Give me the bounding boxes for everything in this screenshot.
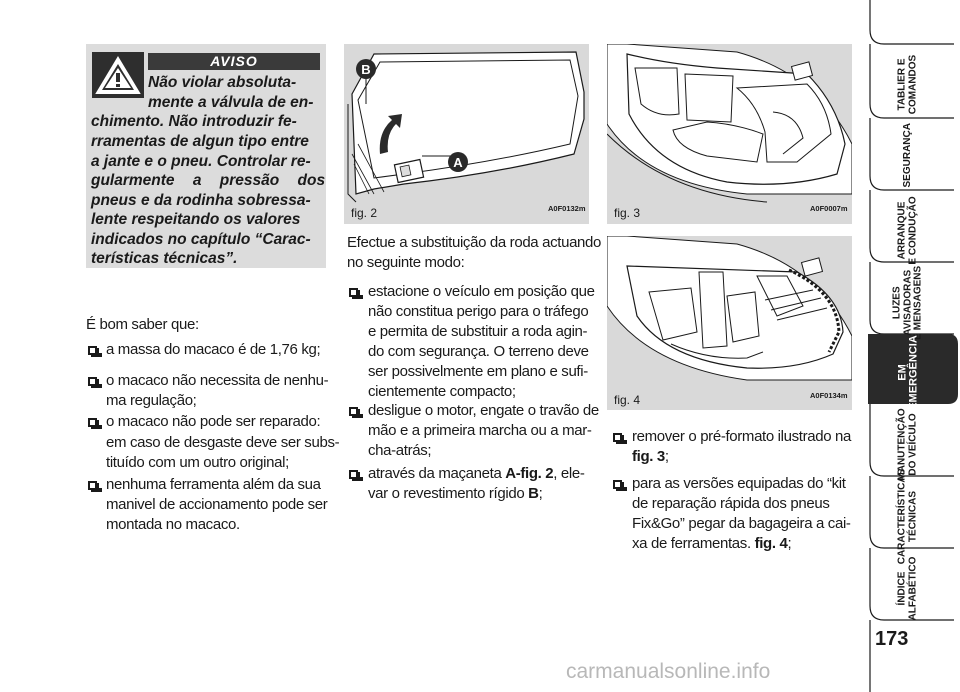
warning-line: terísticas técnicas”. — [91, 250, 238, 267]
mid-item-line: var o revestimento rígido B; — [368, 485, 543, 502]
figure-caption: fig. 2 — [351, 206, 378, 220]
left-item-line: o macaco não necessita de nenhu- — [106, 372, 329, 389]
figure-code: A0F0134m — [810, 391, 848, 400]
right-item-line: remover o pré-formato ilustrado na — [632, 428, 852, 445]
warning-line: a jante e o pneu. Controlar re- — [91, 153, 311, 170]
warning-line: mente a válvula de en- — [148, 94, 314, 111]
mid-intro-line: no seguinte modo: — [347, 254, 465, 271]
left-item-line: nenhuma ferramenta além da sua — [106, 476, 321, 493]
mid-item-line: através da maçaneta A-fig. 2, ele- — [368, 465, 585, 482]
right-item-line: xa de ferramentas. fig. 4; — [632, 535, 792, 552]
mid-item-line: não constitua perigo para o tráfego — [368, 303, 589, 320]
mid-item-line: do com segurança. O terreno deve — [368, 343, 589, 360]
tab-manutencao-do-veiculo[interactable]: MANUTENÇÃO DO VEÍCULO — [896, 408, 918, 481]
tab-indice-alfabetico[interactable]: ÍNDICE ALFABÉTICO — [896, 556, 918, 621]
mid-item-line: e permita de substituir a roda agin- — [368, 323, 588, 340]
mid-item-line: desligue o motor, engate o travão de — [368, 402, 599, 419]
bullet-icon — [613, 480, 622, 489]
figure-reference: B — [528, 485, 539, 502]
warning-triangle-icon — [92, 52, 144, 98]
warning-line: lente respeitando os valores — [91, 211, 301, 228]
figure-label-a: A — [453, 155, 463, 170]
tab-caracteristicas-tecnicas[interactable]: CARACTERÍSTICAS TÉCNICAS — [896, 468, 918, 565]
mid-item-line: mão e a primeira marcha ou a mar- — [368, 422, 592, 439]
tab-em-emergencia[interactable]: EM EMERGÊNCIA — [896, 335, 919, 410]
bullet-icon — [349, 288, 358, 297]
warning-line: gularmente a pressão dos — [91, 172, 326, 189]
figure-reference: fig. 4 — [754, 535, 788, 552]
bullet-icon — [88, 418, 97, 427]
left-item-line: ma regulação; — [106, 392, 197, 409]
mid-item-line: cha-atrás; — [368, 442, 432, 459]
figure-2 — [344, 44, 589, 224]
tab-arranque-e-conducao[interactable]: ARRANQUE E CONDUÇÃO — [896, 196, 918, 265]
right-item-line: Fix&Go” pegar da bagageira a cai- — [632, 515, 851, 532]
watermark: carmanualsonline.info — [566, 660, 771, 683]
mid-item-line: estacione o veículo em posição que — [368, 283, 595, 300]
left-item-line: montada no macaco. — [106, 516, 240, 533]
bullet-icon — [88, 377, 97, 386]
right-item-line: de reparação rápida dos pneus — [632, 495, 830, 512]
figure-reference: A-fig. 2 — [505, 465, 554, 482]
bullet-icon — [349, 470, 358, 479]
tab-seguranca[interactable]: SEGURANÇA — [901, 123, 913, 188]
bullet-icon — [88, 481, 97, 490]
warning-line: chimento. Não introduzir fe- — [91, 113, 297, 130]
figure-caption: fig. 4 — [614, 393, 641, 407]
trunk-tray-illustration — [607, 44, 852, 204]
figure-4 — [607, 236, 852, 410]
figure-reference: fig. 3 — [632, 448, 665, 465]
tab-tablier-e-comandos[interactable]: TABLIER E COMANDOS — [896, 54, 918, 115]
figure-code: A0F0007m — [810, 204, 848, 213]
warning-line: rramentas de algun tipo entre — [91, 133, 309, 150]
figure-caption: fig. 3 — [614, 206, 641, 220]
right-item-line: para as versões equipadas do “kit — [632, 475, 846, 492]
warning-line: indicados no capítulo “Carac- — [91, 231, 311, 248]
figure-3 — [607, 44, 852, 224]
mid-item-line: ser possivelmente em plano e sufi- — [368, 363, 588, 380]
left-item-line: a massa do macaco é de 1,76 kg; — [106, 341, 321, 358]
left-item-line: em caso de desgaste deve ser subs- — [106, 434, 340, 451]
left-item-line: manivel de accionamento pode ser — [106, 496, 328, 513]
figure-code: A0F0132m — [548, 204, 586, 213]
left-item-line: tituído com um outro original; — [106, 454, 289, 471]
bullet-icon — [88, 346, 97, 355]
mid-item-line: cientemente compacto; — [368, 383, 516, 400]
figure-label-b: B — [361, 62, 371, 77]
left-intro: É bom saber que: — [86, 316, 199, 333]
tab-luzes-avisadoras[interactable]: LUZES AVISADORAS E MENSAGENS — [891, 265, 924, 340]
warning-line: pneus e da rodinha sobressa- — [91, 192, 311, 209]
mid-intro-line: Efectue a substituição da roda actuando — [347, 234, 602, 251]
page-number: 173 — [875, 628, 909, 650]
trunk-lid-illustration — [344, 44, 589, 204]
right-item-line: fig. 3; — [632, 448, 669, 465]
warning-tag: AVISO — [148, 53, 320, 70]
left-item-line: o macaco não pode ser reparado: — [106, 413, 321, 430]
bullet-icon — [349, 407, 358, 416]
bullet-icon — [613, 433, 622, 442]
tool-kit-illustration — [607, 236, 852, 390]
warning-line: Não violar absoluta- — [148, 74, 297, 91]
